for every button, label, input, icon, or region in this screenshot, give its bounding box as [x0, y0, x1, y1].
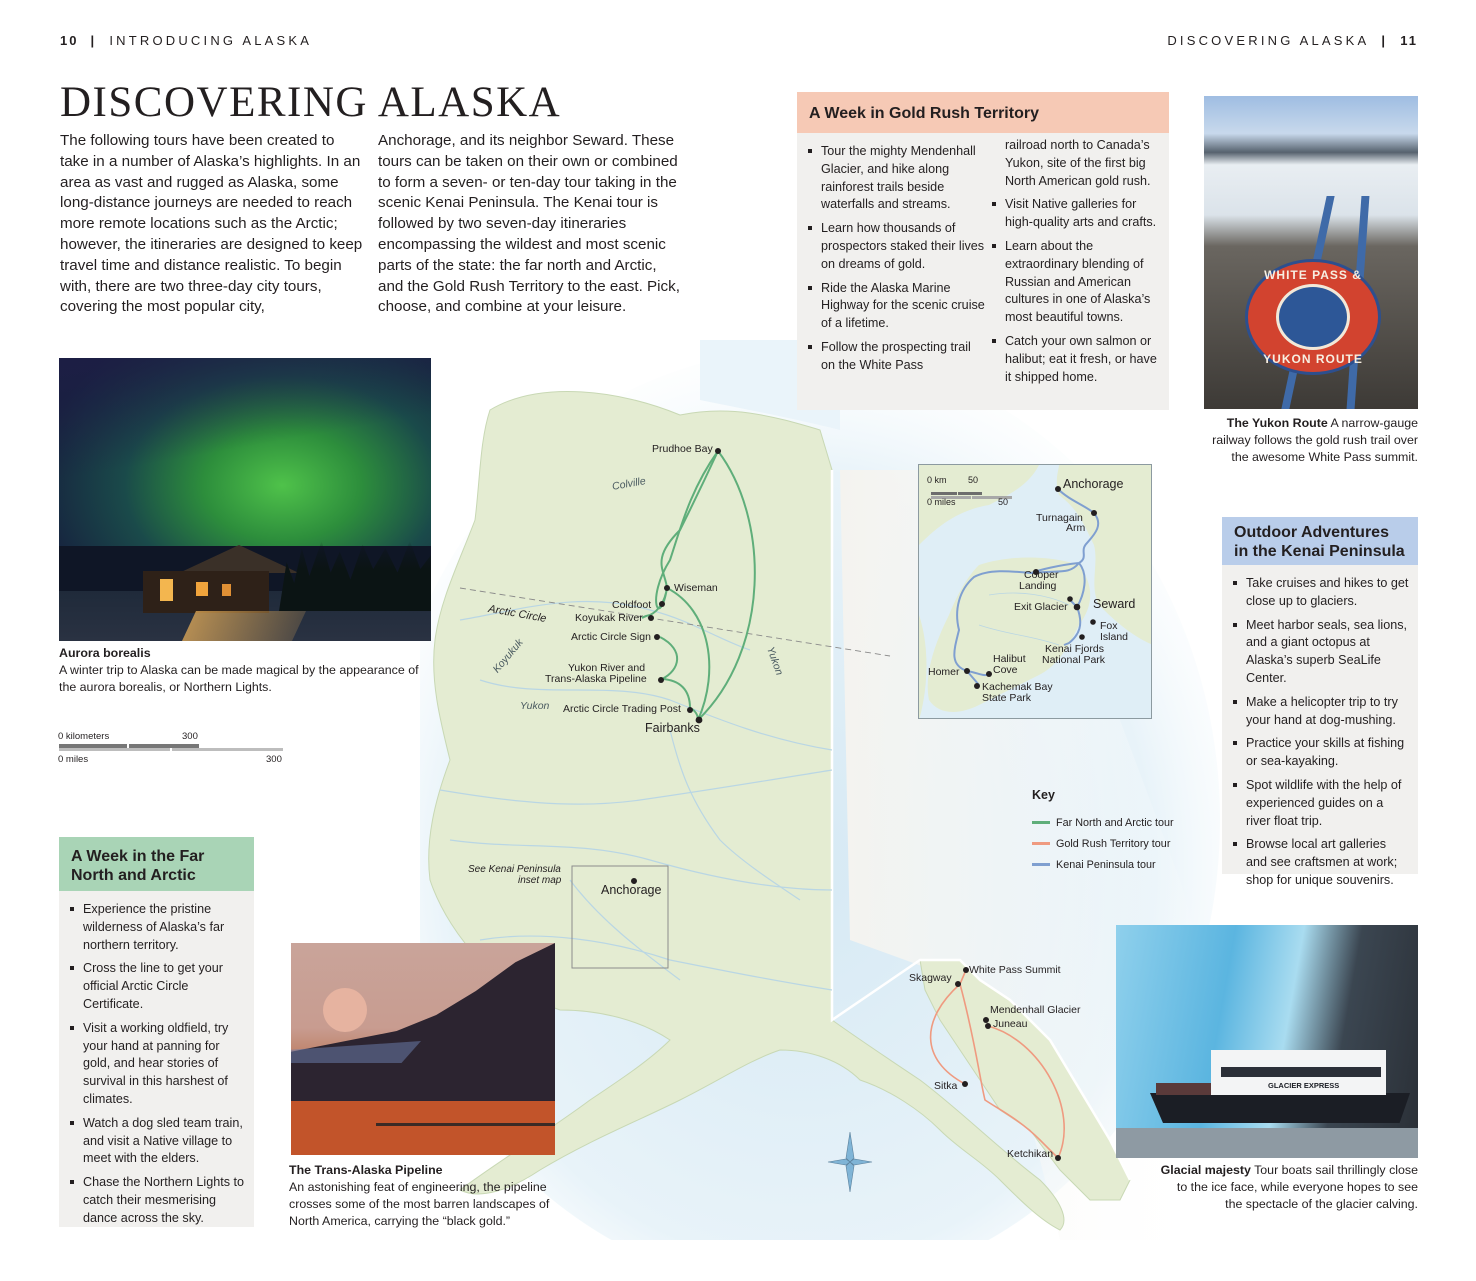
right-page-number: 11 — [1400, 33, 1418, 48]
inset-place-kachemak-bay: Kachemak Bay — [982, 681, 1053, 693]
key-label: Gold Rush Territory tour — [1056, 837, 1171, 850]
list-item: Follow the prospecting trail on the White Pass — [807, 339, 987, 375]
see-inset-note-line1: See Kenai Peninsula — [468, 864, 561, 875]
aurora-caption-title: Aurora borealis — [59, 646, 151, 660]
scale-km-label: 0 kilometers — [58, 731, 110, 742]
river-yukon-east: Yukon — [764, 645, 786, 677]
far-north-box — [59, 837, 254, 1227]
right-section-title: DISCOVERING ALASKA — [1167, 33, 1370, 48]
key-row-far-north — [1032, 812, 1182, 833]
arctic-circle-label: Arctic Circle — [487, 602, 548, 626]
place-prudhoe-bay: Prudhoe Bay — [652, 443, 713, 455]
inset-place-landing: Landing — [1019, 580, 1057, 592]
left-page-number: 10 — [60, 33, 79, 48]
intro-column-2: Anchorage, and its neighbor Seward. These tours can be taken on their own or combined to form a seven- or ten-day tour taking in the scenic Kenai Peninsula. The Kenai tour is followed by two seven-day itineraries encompassing the wildest and most scenic parts of the state: the far north and Arctic, and the Gold Rush Territory to the east. Pick, choose, and combine at your leisure. — [378, 132, 680, 316]
see-inset-note-line2: inset map — [518, 875, 562, 886]
list-item: Spot wildlife with the help of experienced guides on a river float trip. — [1232, 777, 1410, 830]
inset-place-cooper: Cooper — [1024, 569, 1059, 581]
gold-rush-list-col2 — [991, 138, 1159, 392]
header-separator: | — [90, 33, 98, 48]
list-item: Tour the mighty Mendenhall Glacier, and hike along rainforest trails beside waterfalls and streams. — [807, 143, 987, 214]
inset-place-turnagain: Turnagain — [1036, 512, 1083, 524]
sign-text-bottom: YUKON ROUTE — [1263, 352, 1363, 366]
right-running-header — [1167, 33, 1418, 48]
kenai-list — [1222, 565, 1418, 890]
page-title: DISCOVERING ALASKA — [60, 79, 562, 126]
place-yukon-river: Yukon River and — [568, 662, 646, 674]
list-item: Make a helicopter trip to try your hand at dog-mushing. — [1232, 694, 1410, 730]
inset-scale-km-label: 0 km — [927, 475, 947, 485]
kenai-swatch-icon — [1032, 863, 1050, 866]
gold-rush-swatch-icon — [1032, 842, 1050, 845]
river-koyukuk: Koyukuk — [490, 636, 526, 676]
scale-bar — [58, 731, 288, 766]
far-north-box-title: A Week in the Far North and Arctic — [59, 837, 254, 891]
aurora-caption-text: A winter trip to Alaska can be made magical by the appearance of the aurora borealis, or Northern Lights. — [59, 663, 419, 694]
key-label: Kenai Peninsula tour — [1056, 858, 1156, 871]
kenai-box — [1222, 517, 1418, 887]
aurora-photo — [59, 358, 431, 641]
gold-rush-box — [797, 92, 1169, 410]
list-item: Meet harbor seals, sea lions, and a giant octopus at Alaska’s superb SeaLife Center. — [1232, 617, 1410, 688]
list-item: Practice your skills at fishing or sea-kayaking. — [1232, 735, 1410, 771]
inset-scale-mi-value: 50 — [998, 497, 1009, 507]
inset-place-kenai-fjords: Kenai Fjords — [1045, 643, 1104, 655]
yukon-caption-text: A narrow-gauge railway follows the gold rush trail over the awesome White Pass summit. — [1212, 416, 1418, 464]
inset-scale-mi-label: 0 miles — [927, 497, 956, 507]
list-item: Watch a dog sled team train, and visit a Native village to meet with the elders. — [69, 1115, 246, 1168]
far-north-list — [59, 891, 254, 1228]
key-title: Key — [1032, 788, 1055, 802]
inset-place-fox: Fox — [1100, 620, 1118, 632]
place-juneau: Juneau — [993, 1018, 1028, 1030]
key-label: Far North and Arctic tour — [1056, 816, 1174, 829]
list-item: Catch your own salmon or halibut; eat it fresh, or have it shipped home. — [991, 333, 1159, 386]
place-skagway: Skagway — [909, 972, 952, 984]
inset-place-exit-glacier: Exit Glacier — [1014, 601, 1068, 613]
pipeline-caption-title: The Trans-Alaska Pipeline — [289, 1163, 443, 1177]
inset-scale-km-value: 50 — [968, 475, 979, 485]
map-key — [1032, 788, 1182, 875]
list-item: Take cruises and hikes to get close up to glaciers. — [1232, 575, 1410, 611]
place-ketchikan: Ketchikan — [1007, 1148, 1054, 1160]
list-item: Experience the pristine wilderness of Alaska’s far northern territory. — [69, 901, 246, 954]
sign-text-top: WHITE PASS & — [1264, 268, 1362, 282]
list-item: Visit Native galleries for high-quality arts and crafts. — [991, 196, 1159, 232]
place-mendenhall-glacier: Mendenhall Glacier — [990, 1004, 1081, 1016]
kenai-inset-map — [918, 464, 1152, 719]
place-sitka: Sitka — [934, 1080, 958, 1092]
list-item: Learn how thousands of prospectors staked their lives on dreams of gold. — [807, 220, 987, 273]
left-section-title: INTRODUCING ALASKA — [109, 33, 313, 48]
gold-rush-box-title: A Week in Gold Rush Territory — [797, 92, 1169, 133]
gold-rush-list-col1 — [807, 143, 987, 392]
inset-place-anchorage: Anchorage — [1063, 477, 1124, 491]
key-row-kenai — [1032, 854, 1182, 875]
place-anchorage: Anchorage — [601, 883, 662, 897]
kenai-box-title: Outdoor Adventures in the Kenai Peninsula — [1222, 517, 1418, 565]
pipeline-caption — [289, 1162, 569, 1230]
aurora-caption — [59, 645, 439, 696]
scale-mi-label: 0 miles — [58, 754, 89, 765]
river-yukon-west: Yukon — [520, 700, 550, 712]
place-coldfoot: Coldfoot — [612, 599, 652, 611]
inset-place-cove: Cove — [993, 664, 1018, 676]
list-item: Browse local art galleries and see craftsmen at work; shop for unique souvenirs. — [1232, 836, 1410, 889]
glacier-caption — [1160, 1162, 1418, 1213]
place-wiseman: Wiseman — [674, 582, 718, 594]
list-item: Visit a working oldfield, try your hand at panning for gold, and hear stories of survival in this harshest of climates. — [69, 1020, 246, 1109]
inset-place-arm: Arm — [1066, 522, 1086, 534]
place-arctic-circle-sign: Arctic Circle Sign — [571, 631, 651, 643]
scale-mi-value: 300 — [266, 754, 282, 765]
inset-place-halibut: Halibut — [993, 653, 1026, 665]
intro-column-1: The following tours have been created to take in a number of Alaska’s highlights. In an area as vast and rugged as Alaska, some long-distance journeys are needed to reach more remote locations such as the Arctic; however, the itineraries are designed to keep travel time and distance realistic. To begin with, there are two three-day city tours, covering the most popular city, — [60, 132, 363, 316]
inset-place-island: Island — [1100, 631, 1129, 643]
inset-place-seward: Seward — [1093, 597, 1136, 611]
place-fairbanks: Fairbanks — [645, 721, 700, 735]
place-koyukak-river: Koyukak River — [575, 612, 643, 624]
pipeline-caption-text: An astonishing feat of engineering, the pipeline crosses some of the most barren landscapes of North America, carrying the “black gold.” — [289, 1180, 550, 1228]
yukon-caption — [1204, 415, 1418, 466]
inset-place-homer: Homer — [928, 666, 960, 678]
place-white-pass-summit: White Pass Summit — [969, 964, 1061, 976]
inset-place-national-park: National Park — [1042, 654, 1106, 666]
yukon-caption-title: The Yukon Route — [1226, 416, 1328, 430]
glacier-caption-text: Tour boats sail thrillingly close to the ice face, while everyone hopes to see the spectacle of the glacier calving. — [1176, 1163, 1418, 1211]
pipeline-photo — [291, 943, 555, 1155]
river-colville: Colville — [611, 475, 647, 493]
far-north-swatch-icon — [1032, 821, 1050, 824]
list-item: Ride the Alaska Marine Highway for the scenic cruise of a lifetime. — [807, 280, 987, 333]
list-item: Learn about the extraordinary blending of Russian and American cultures in one of Alaska’s most beautiful towns. — [991, 238, 1159, 327]
place-trans-alaska-pipeline: Trans-Alaska Pipeline — [545, 673, 647, 685]
header-separator: | — [1381, 33, 1389, 48]
white-pass-sign — [1245, 259, 1381, 375]
scale-km-value: 300 — [182, 731, 198, 742]
list-item: Cross the line to get your official Arctic Circle Certificate. — [69, 960, 246, 1013]
place-arctic-circle-trading-post: Arctic Circle Trading Post — [563, 703, 681, 715]
glacier-caption-title: Glacial majesty — [1160, 1163, 1251, 1177]
key-row-gold-rush — [1032, 833, 1182, 854]
list-item: Chase the Northern Lights to catch their mesmerising dance across the sky. — [69, 1174, 246, 1227]
glacier-photo — [1116, 925, 1418, 1158]
list-item-continuation: railroad north to Canada’s Yukon, site of the first big North American gold rush. — [1004, 138, 1151, 188]
boat-name: GLACIER EXPRESS — [1268, 1081, 1340, 1090]
inset-place-state-park: State Park — [982, 692, 1032, 704]
left-running-header — [60, 33, 312, 48]
yukon-route-photo — [1204, 96, 1418, 409]
